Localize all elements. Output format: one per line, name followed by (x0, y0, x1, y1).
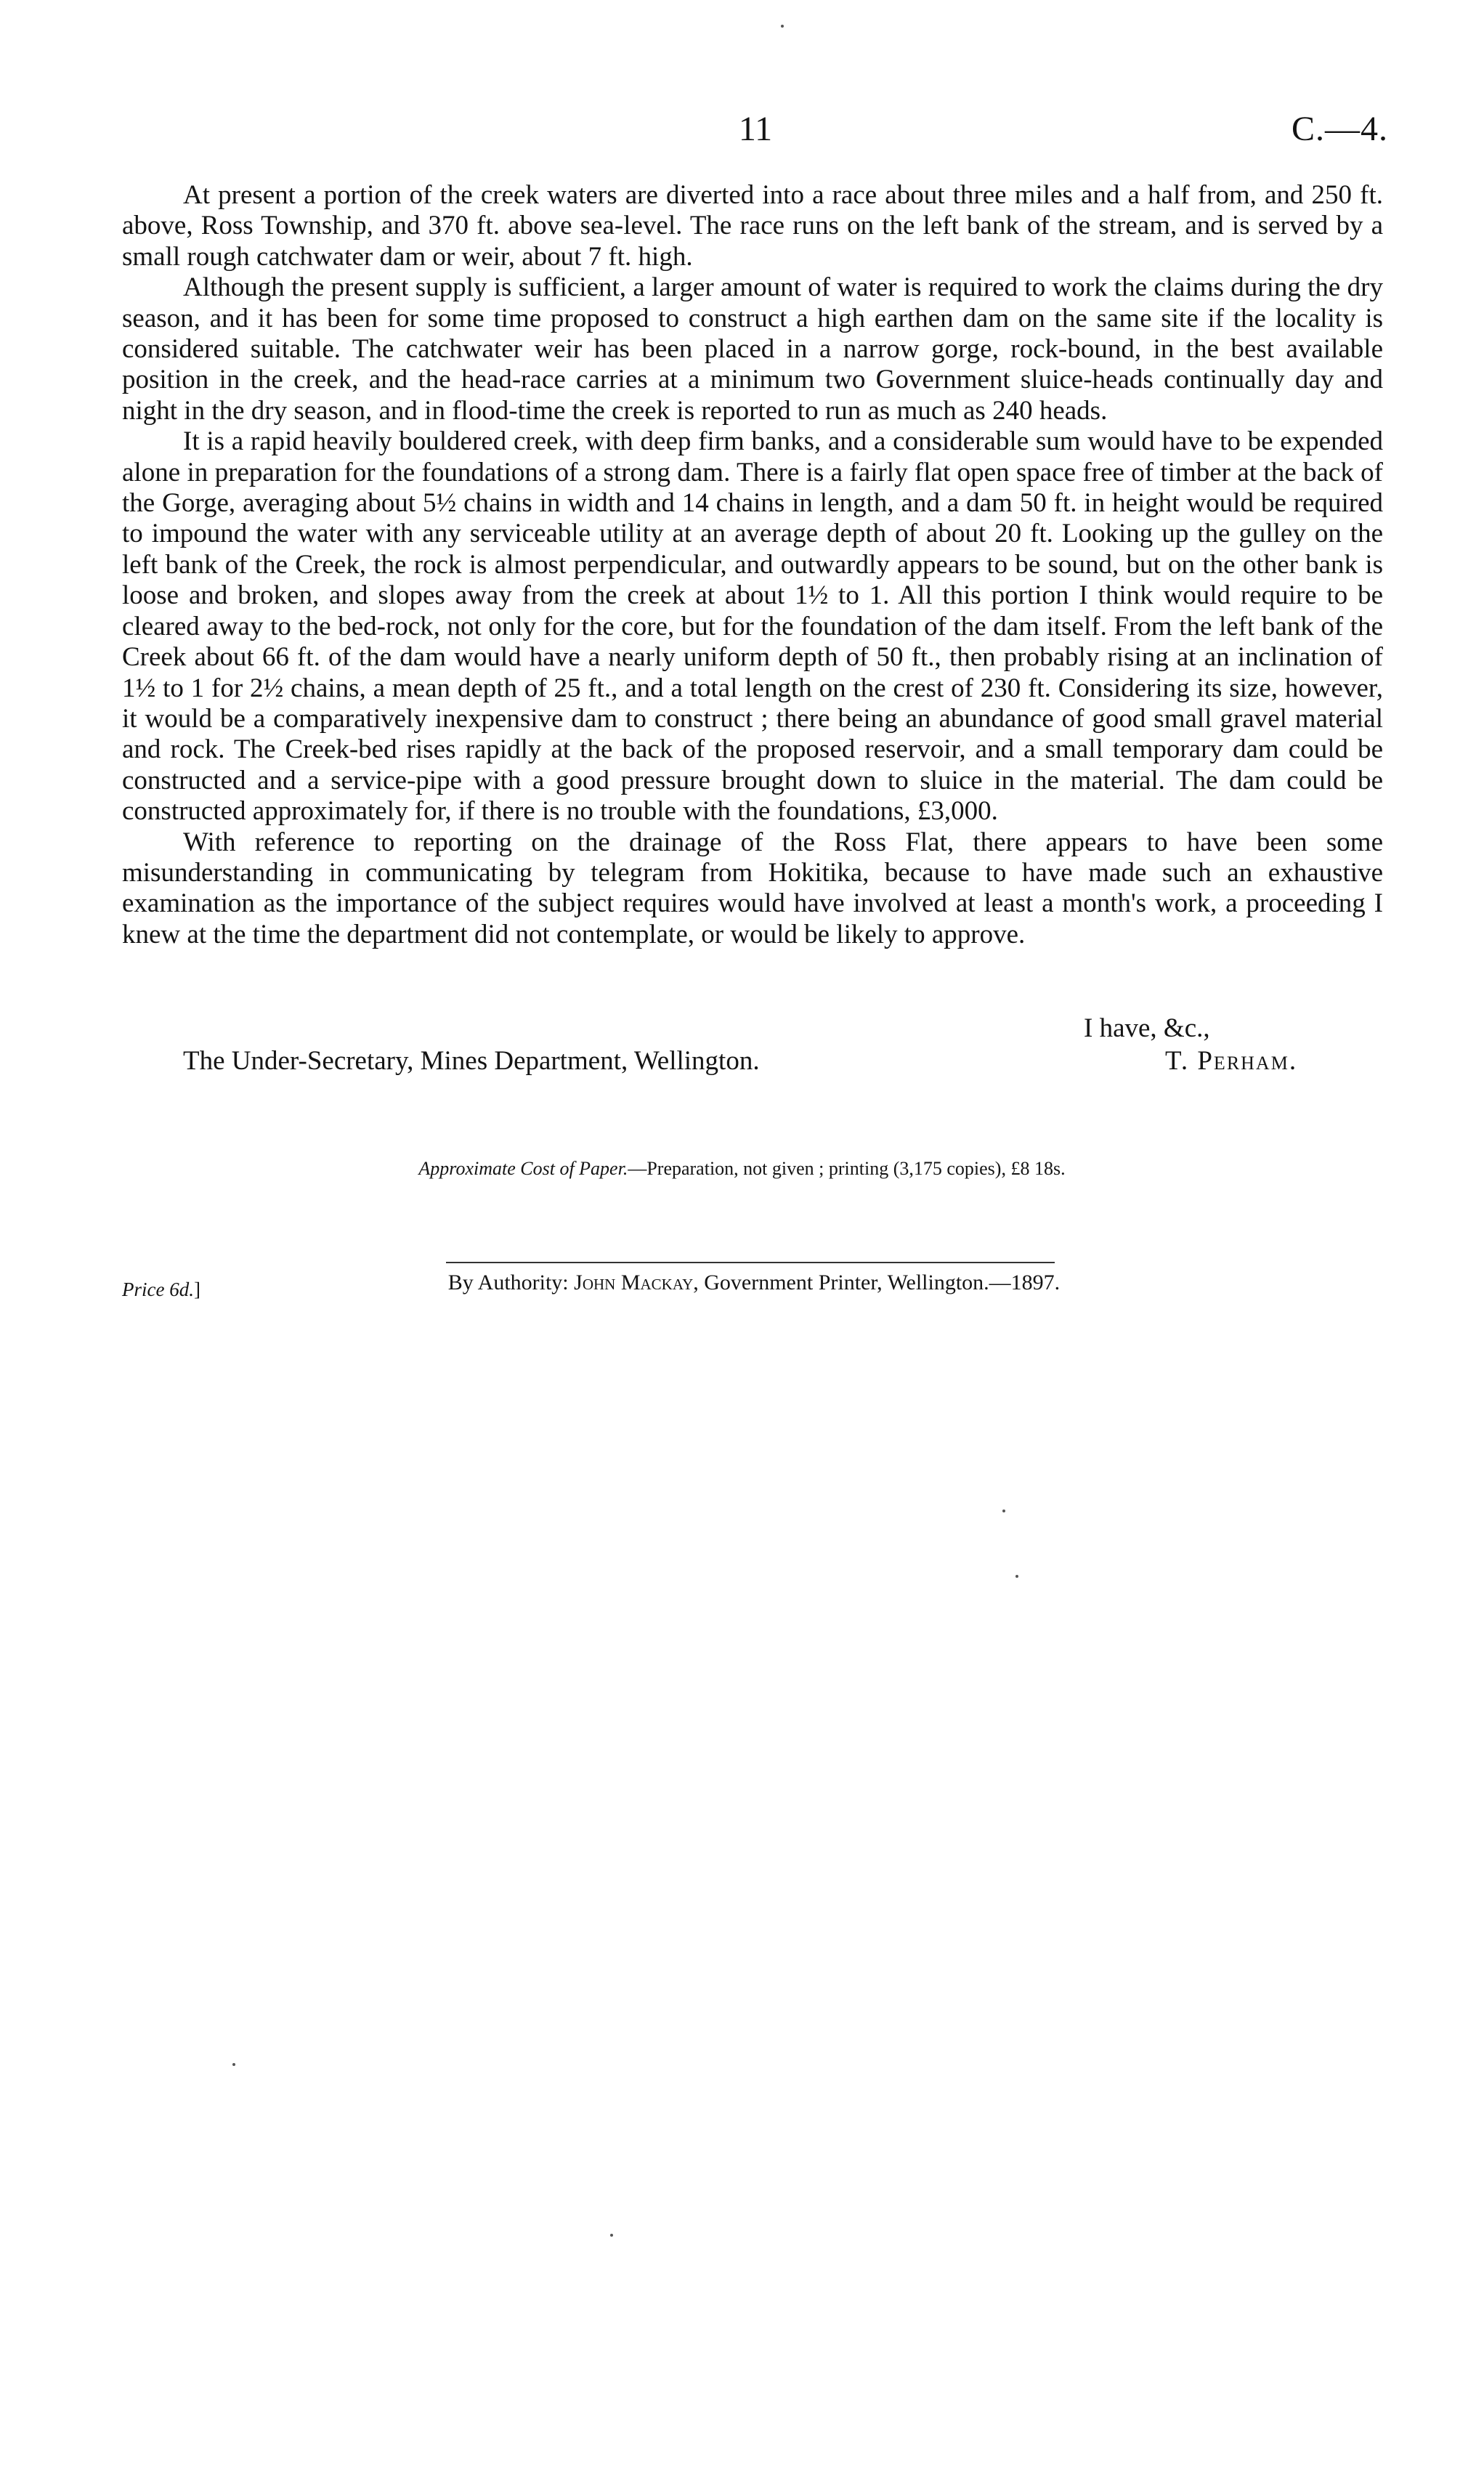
paragraph-water-supply: Although the present supply is sufficient, a larger amount of water is required to work the claims during the dry season, and it has been for some time proposed to construct a high earthen dam on the same site if the locality is considered suitable. The catchwater weir has been placed in a narrow gorge, rock-bound, in the best available position in the creek, and the head-race carries at a minimum two Government sluice-heads continually day and night in the dry season, and in flood-time the creek is reported to run as much as 240 heads. (122, 272, 1383, 426)
paragraph-dam-proposal: It is a rapid heavily bouldered creek, with deep firm banks, and a considerable sum would have to be expended alone in preparation for the foundations of a strong dam. There is a fairly flat open space free of timber at the back of the Gorge, averaging about 5½ chains in width and 14 chains in length, and a dam 50 ft. in height would be required to impound the water with any serviceable utility at an average depth of about 20 ft. Looking up the gulley on the left bank of the Creek, the rock is almost perpendicular, and outwardly appears to be sound, but on the other bank is loose and broken, and slopes away from the creek at about 1½ to 1. All this portion I think would require to be cleared away to the bed-rock, not only for the core, but for the foundation of the dam itself. From the left bank of the Creek about 66 ft. of the dam would have a nearly uniform depth of 50 ft., then probably rising at an inclination of 1½ to 1 for 2½ chains, a mean depth of 25 ft., and a total length on the crest of 230 ft. Considering its size, however, it would be a comparatively inexpensive dam to construct ; there being an abundance of good small gravel material and rock. The Creek-bed rises rapidly at the back of the proposed reservoir, and a small temporary dam could be constructed and a service-pipe with a good pressure brought down to sluice in the material. The dam could be constructed approximately for, if there is no trouble with the foundations, £3,000. (122, 426, 1383, 827)
price-note (122, 1277, 200, 1302)
scan-speck (781, 25, 784, 28)
cost-of-paper-note (0, 1157, 1484, 1180)
letter-closing: I have, &c., (1084, 1013, 1210, 1043)
cost-of-paper-label: Approximate Cost of Paper. (418, 1158, 628, 1179)
imprint-prefix: By Authority: (447, 1271, 569, 1294)
letter-addressee: The Under-Secretary, Mines Department, Wellington. (183, 1046, 760, 1076)
cost-of-paper-text: —Preparation, not given ; printing (3,175 copies), £8 18s. (628, 1158, 1066, 1179)
price-label: Price 6d. (122, 1279, 194, 1300)
scan-speck (1002, 1510, 1005, 1512)
report-body (122, 180, 1383, 950)
scan-speck (232, 2063, 235, 2066)
document-reference: C.—4. (1291, 110, 1388, 148)
price-bracket: ] (193, 1279, 200, 1300)
paragraph-drainage: With reference to reporting on the drainage of the Ross Flat, there appears to have been some misunderstanding in communicating by telegram from Hokitika, because to have made such an exhaustive examination as the importance of the subject requires would have involved at least a month's work, a proceeding I knew at the time the department did not contemplate, or would be likely to approve. (122, 827, 1383, 949)
letter-signature: T. Perham. (1165, 1046, 1298, 1076)
page-number: 11 (738, 110, 773, 148)
scan-speck (610, 2234, 613, 2237)
printer-imprint (362, 1270, 1146, 1296)
printer-name: John Mackay (574, 1271, 694, 1294)
paragraph-race: At present a portion of the creek waters are diverted into a race about three miles and a half from, and 250 ft. above, Ross Township, and 370 ft. above sea-level. The race runs on the left bank of the stream, and is served by a small rough catchwater dam or weir, about 7 ft. high. (122, 180, 1383, 272)
imprint-suffix: , Government Printer, Wellington.—1897. (693, 1271, 1061, 1294)
divider-rule (446, 1262, 1055, 1263)
scan-speck (1015, 1575, 1018, 1578)
